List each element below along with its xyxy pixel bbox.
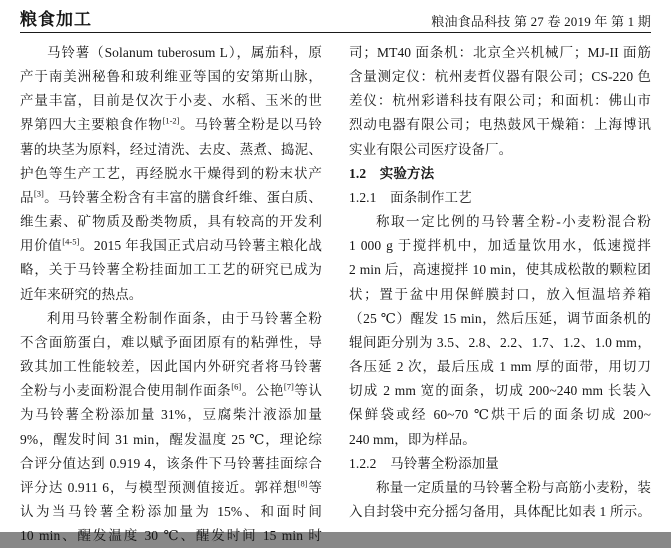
text-line <box>20 138 322 162</box>
text-segment: 辊间距分别为 3.5、2.8、2.2、1.7、1.2、1.0 mm， <box>349 334 651 350</box>
citation-ref: [8] <box>297 478 308 489</box>
text-segment: 称取一定比例的马铃薯全粉-小麦粉混合粉 <box>376 214 651 230</box>
text-line <box>20 307 322 331</box>
text-line <box>349 258 651 282</box>
text-line <box>349 162 651 186</box>
text-segment: 产于南美洲秘鲁和玻利维亚等国的安第斯山脉， <box>20 69 322 85</box>
text-segment: 维生素、矿物质及酚类物质，具有较高的开发利 <box>20 214 322 230</box>
text-segment: 差仪：杭州彩谱科技有限公司；和面机：佛山市 <box>349 93 651 109</box>
text-line <box>20 355 322 379</box>
text-line <box>349 331 651 355</box>
text-line <box>349 428 651 452</box>
text-line <box>349 41 651 65</box>
text-segment: 2 min 后，高速搅拌 10 min，使其成松散的颗粒团 <box>349 262 651 278</box>
text-line <box>349 452 651 476</box>
text-line <box>20 41 322 65</box>
text-segment: 利用马铃薯全粉制作面条，由于马铃薯全粉 <box>47 310 322 326</box>
section-title: 粮食加工 <box>20 10 92 29</box>
text-line <box>20 258 322 282</box>
text-segment: 9%，醒发时间 31 min，醒发温度 25 ℃，理论综 <box>20 431 322 447</box>
text-segment: 烈动电器有限公司；电热鼓风干燥箱：上海博讯 <box>349 117 651 133</box>
text-line <box>20 283 322 307</box>
text-segment: 司；MT40 面条机：北京全兴机械厂；MJ-II 面筋 <box>349 45 651 60</box>
text-segment: 1.2 实验方法 <box>349 165 435 181</box>
species-name-italic: Solanum tuberosum L <box>104 45 229 60</box>
text-segment: 。2015 年我国正式启动马铃薯主粮化战 <box>79 238 322 254</box>
text-line <box>349 500 651 524</box>
text-segment: 不含面筋蛋白，难以赋予面团原有的粘弹性，导 <box>20 334 322 350</box>
text-line <box>20 452 322 476</box>
text-line <box>20 331 322 355</box>
citation-ref: [6] <box>231 381 242 392</box>
text-segment: 品 <box>20 189 34 205</box>
text-segment: 入自封袋中充分摇匀备用，具体配比如表 1 所示。 <box>349 503 651 519</box>
text-line <box>20 186 322 210</box>
text-segment: ），属茄科，原 <box>228 45 323 60</box>
text-segment: 用价值 <box>20 238 63 254</box>
text-segment: 等 <box>307 479 322 495</box>
text-line <box>20 500 322 524</box>
text-segment: 。马铃薯全粉含有丰富的膳食纤维、蛋白质、 <box>43 189 323 205</box>
text-segment: 全粉与小麦面粉混合使用制作面条 <box>20 383 232 399</box>
text-line <box>349 379 651 403</box>
text-segment: 略，关于马铃薯全粉挂面加工工艺的研究已成为 <box>20 262 322 278</box>
text-segment: 为马铃薯全粉添加量 31%，豆腐柴汁液添加量 <box>20 407 322 423</box>
text-segment: 240 mm，即为样品。 <box>349 431 476 447</box>
text-segment: 状；置于盆中用保鲜膜封口，放入恒温培养箱 <box>349 286 651 302</box>
text-segment: 产量丰富，目前是仅次于小麦、水稻、玉米的世 <box>20 93 322 109</box>
text-line <box>349 283 651 307</box>
text-line <box>349 307 651 331</box>
text-segment: 。公艳 <box>241 383 284 399</box>
text-segment: 含量测定仪：杭州麦哲仪器有限公司；CS-220 色 <box>349 69 651 85</box>
text-line <box>349 89 651 113</box>
text-line <box>20 65 322 89</box>
text-segment: 近年来研究的热点。 <box>20 286 143 302</box>
text-line <box>20 476 322 500</box>
text-segment: 护色等生产工艺，再经脱水干燥得到的粉末状产 <box>20 165 322 181</box>
text-line <box>349 403 651 427</box>
text-segment: 等认 <box>293 383 322 399</box>
page-header <box>20 0 651 33</box>
right-column <box>349 41 651 548</box>
text-line <box>20 379 322 403</box>
text-segment: 保鲜袋或经 60~70 ℃烘干后的面条切成 200~ <box>349 407 651 423</box>
text-segment: 1.2.2 马铃薯全粉添加量 <box>349 455 499 471</box>
journal-info: 粮油食品科技 第 27 卷 2019 年 第 1 期 <box>431 14 651 29</box>
text-line <box>20 162 322 186</box>
text-line <box>349 476 651 500</box>
text-line <box>349 186 651 210</box>
text-line <box>20 210 322 234</box>
left-column <box>20 41 322 548</box>
text-segment: 。马铃薯全粉是以马铃 <box>179 117 322 133</box>
citation-ref: [3] <box>33 188 44 199</box>
text-segment: 致其加工性能较差，因此国内外研究者将马铃薯 <box>20 359 322 375</box>
text-segment: 1.2.1 面条制作工艺 <box>349 189 472 205</box>
citation-ref: [4-5] <box>62 236 80 247</box>
text-line <box>20 234 322 258</box>
text-segment: 各压延 2 次，最后压成 1 mm 厚的面带，用切刀 <box>349 359 651 375</box>
text-segment: 1 000 g 于搅拌机中，加适量饮用水，低速搅拌 <box>349 238 651 254</box>
text-segment: （25 ℃）醒发 15 min，然后压延，调节面条机的 <box>349 310 651 326</box>
text-line <box>20 524 322 548</box>
text-line <box>349 113 651 137</box>
citation-ref: [1-2] <box>162 115 180 126</box>
text-line <box>20 89 322 113</box>
text-segment: 马铃薯（ <box>47 45 105 60</box>
text-segment: 薯的块茎为原料，经过清洗、去皮、蒸煮、捣泥、 <box>20 141 322 157</box>
text-line <box>349 355 651 379</box>
text-segment: 称量一定质量的马铃薯全粉与高筋小麦粉，装 <box>376 479 651 495</box>
text-line <box>349 234 651 258</box>
text-segment: 认为当马铃薯全粉添加量为 15%、和面时间 <box>20 503 322 519</box>
text-line <box>349 210 651 234</box>
text-segment: 合评分值达到 0.919 4，该条件下马铃薯挂面综合 <box>20 455 322 471</box>
text-segment: 10 min、醒发温度 30 ℃、醒发时间 15 min 时 <box>20 528 322 544</box>
text-line <box>20 428 322 452</box>
text-line <box>349 65 651 89</box>
text-line <box>349 138 651 162</box>
text-line <box>20 403 322 427</box>
text-segment: 评分达 0.911 6，与模型预测值接近。郭祥想 <box>20 479 298 495</box>
text-segment: 实业有限公司医疗设备厂。 <box>349 141 513 157</box>
text-segment: 界第四大主要粮食作物 <box>20 117 163 133</box>
text-line <box>20 113 322 137</box>
text-segment: 切成 2 mm 宽的面条，切成 200~240 mm 长装入 <box>349 383 651 399</box>
article-body <box>20 41 651 548</box>
citation-ref: [7] <box>283 381 294 392</box>
